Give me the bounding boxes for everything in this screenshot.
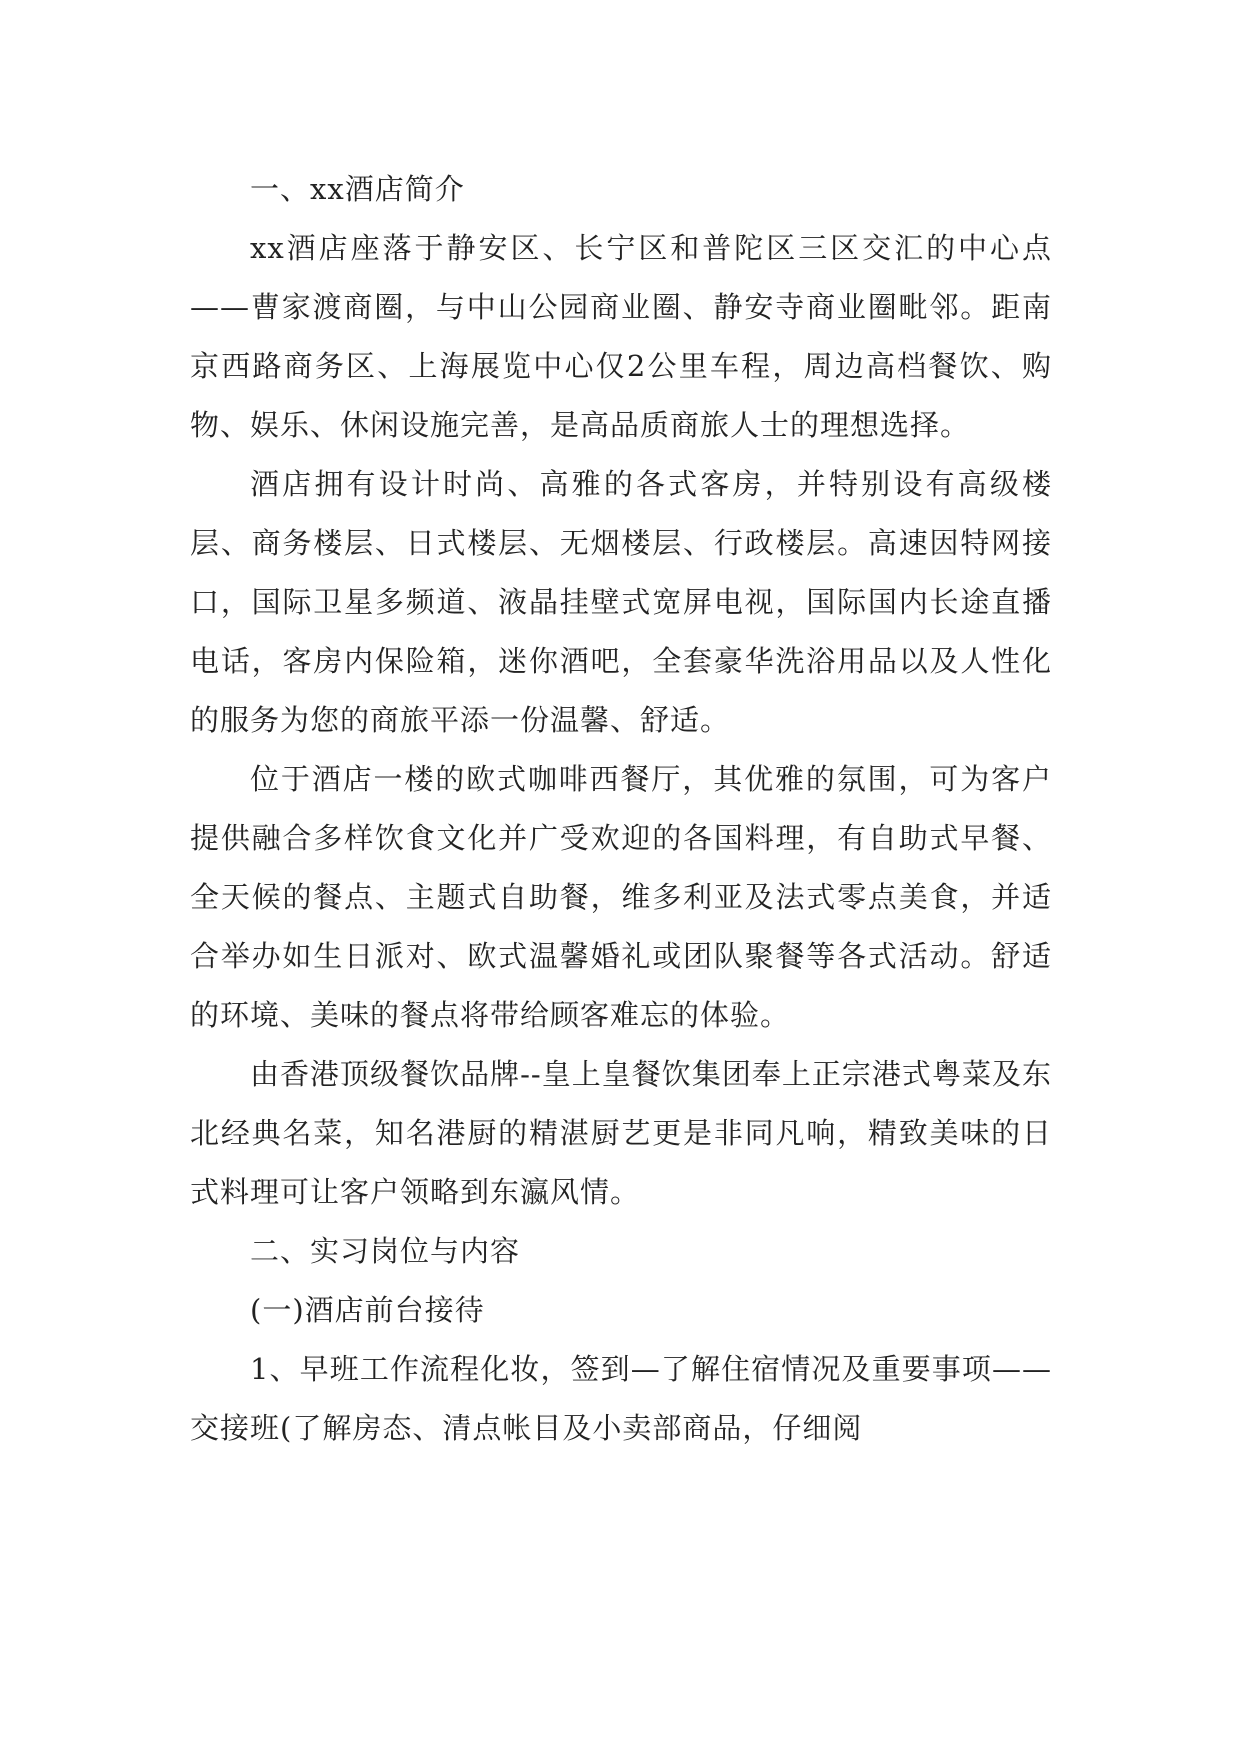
paragraph-cuisine: 由香港顶级餐饮品牌--皇上皇餐饮集团奉上正宗港式粤菜及东北经典名菜，知名港厨的精湛厨艺更是非同凡响，精致美味的日式料理可让客户领略到东瀛风情。: [190, 1057, 1052, 1209]
paragraph-morning-shift: 1、早班工作流程化妆，签到—了解住宿情况及重要事项——交接班(了解房态、清点帐目及小卖部商品，仔细阅: [190, 1352, 1052, 1445]
document-body: [190, 160, 1052, 1458]
section-heading-hotel-intro: 一、xx酒店简介: [250, 172, 465, 206]
paragraph-location: xx酒店座落于静安区、长宁区和普陀区三区交汇的中心点——曹家渡商圈，与中山公园商业圈、静安寺商业圈毗邻。距南京西路商务区、上海展览中心仅2公里车程，周边高档餐饮、购物、娱乐、休闲设施完善，是高品质商旅人士的理想选择。: [190, 231, 1052, 442]
subsection-heading-front-desk: (一)酒店前台接待: [250, 1293, 485, 1327]
paragraph-rooms: 酒店拥有设计时尚、高雅的各式客房，并特别设有高级楼层、商务楼层、日式楼层、无烟楼层、行政楼层。高速因特网接口，国际卫星多频道、液晶挂壁式宽屏电视，国际国内长途直播电话，客房内保险箱，迷你酒吧，全套豪华洗浴用品以及人性化的服务为您的商旅平添一份温馨、舒适。: [190, 467, 1052, 737]
section-heading-internship: 二、实习岗位与内容: [250, 1234, 521, 1268]
paragraph-restaurant: 位于酒店一楼的欧式咖啡西餐厅，其优雅的氛围，可为客户提供融合多样饮食文化并广受欢迎的各国料理，有自助式早餐、全天候的餐点、主题式自助餐，维多利亚及法式零点美食，并适合举办如生日派对、欧式温馨婚礼或团队聚餐等各式活动。舒适的环境、美味的餐点将带给顾客难忘的体验。: [190, 762, 1052, 1032]
